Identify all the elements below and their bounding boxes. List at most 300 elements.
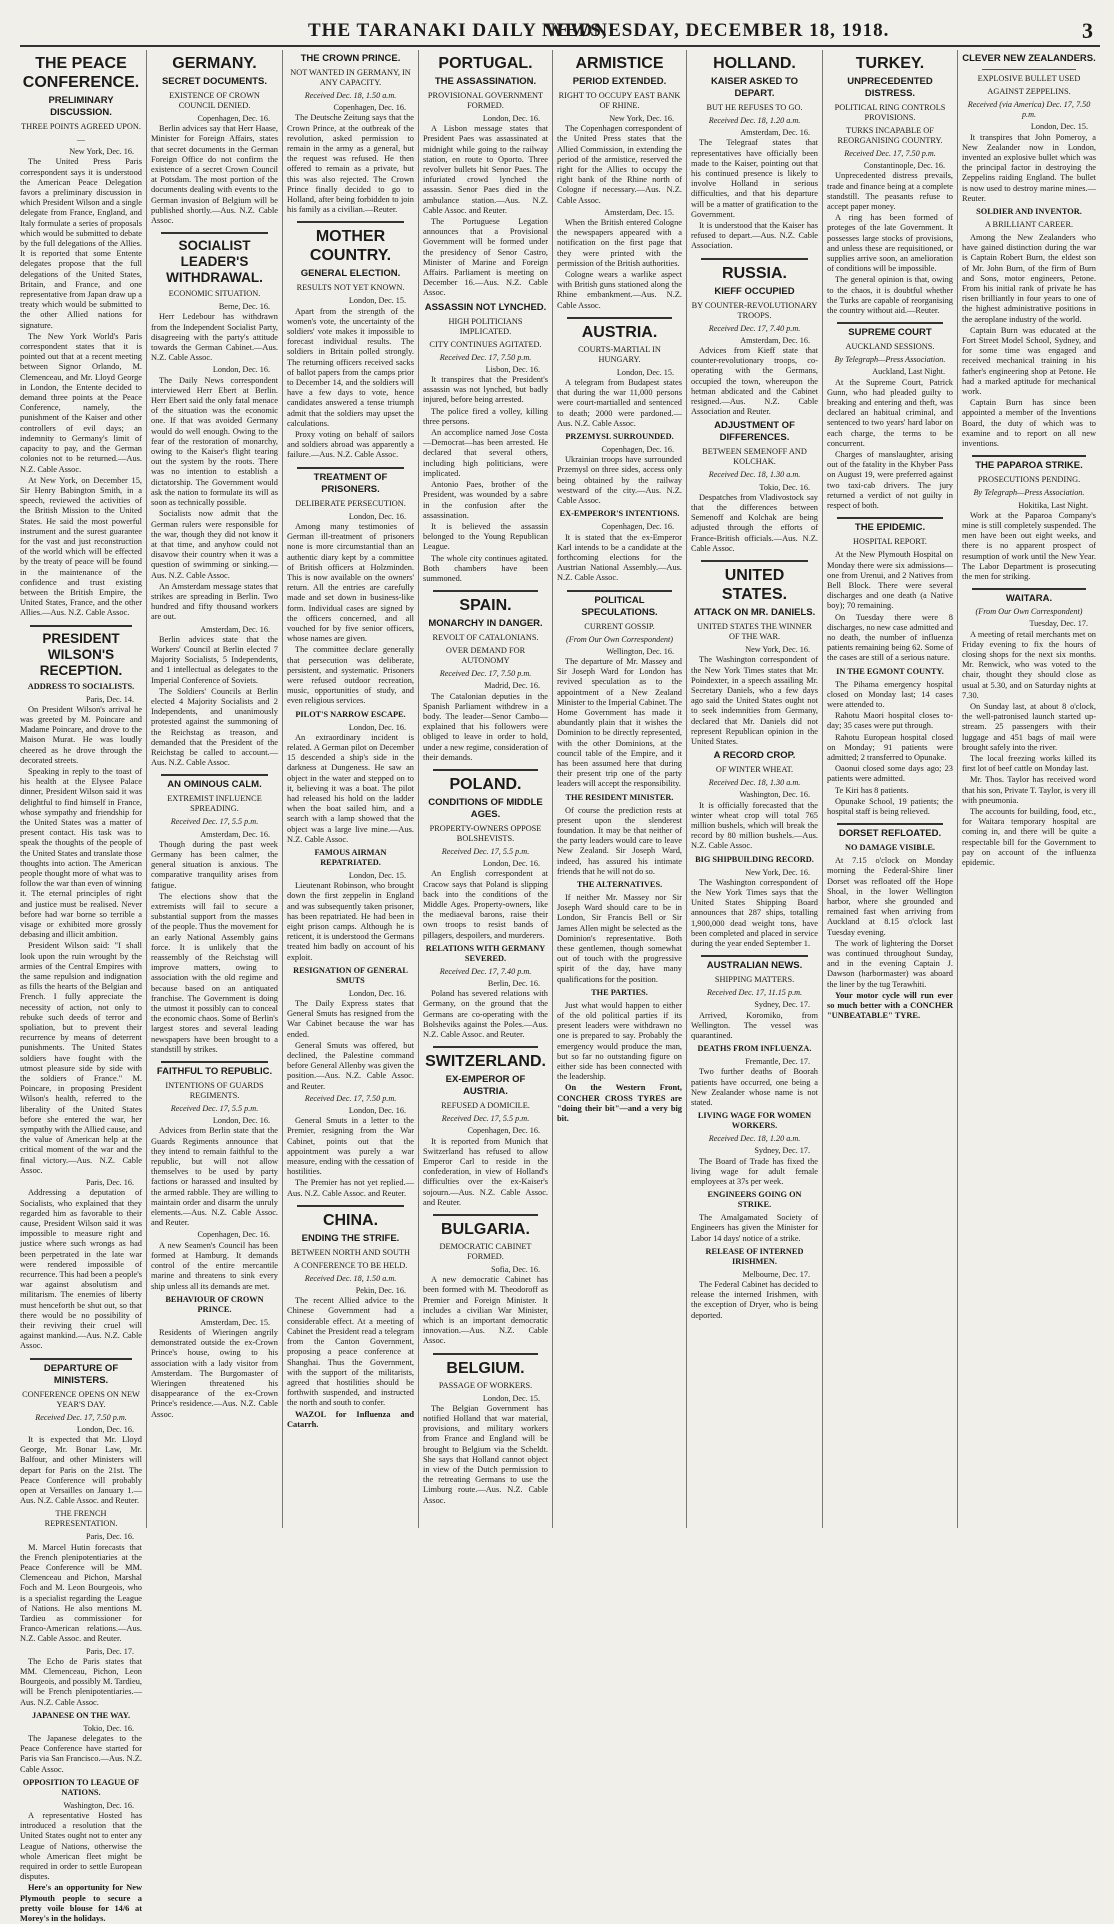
subheading: A BRILLIANT CAREER. [984,220,1074,230]
paragraph: The Amalgamated Society of Engineers has given the Minister for Labor 14 days' notice of a strike. [691,1213,818,1243]
column-holland [691,50,818,1528]
subheading: BETWEEN NORTH AND SOUTH [290,1247,411,1257]
dateline: Berne, Dec. 16. [218,302,270,312]
received-line: Received Dec. 18, 1.30 a.m. [708,470,801,480]
subheading: MONARCHY IN DANGER. [428,618,543,630]
byline: By Telegraph—Press Association. [973,488,1085,498]
paragraph: Captain Burn has since been appointed a member of the Inventions Board, the duty of which was to examine and to report on all new inventions. [962,398,1096,449]
section-divider [701,560,808,562]
paragraph: The Catalonian deputies in the Spanish Parliament withdrew in a body. The leader—Senor Cambo—explained that his followers were obliged to leave in order to hold, under a new regime, consideration of their demands. [423,691,548,762]
dateline: London, Dec. 16. [482,114,540,123]
subheading: EXTREMIST INFLUENCE SPREADING. [167,794,262,814]
section-divider [433,769,538,771]
subheading: KIEFF OCCUPIED [714,285,795,297]
section-divider [161,774,268,776]
paragraph: Berlin advices say that Herr Haase, Minister for Foreign Affairs, states that secret documents in the German Foreign Office do not confirm the existence of a secret Crown Council at Potsdam. The most portion of the documents dealing with events to the German invasion of Belgium will be published shortly.—Aus. N.Z. Cable Assoc. [151,124,278,226]
subheading: PROVISIONAL GOVERNMENT FORMED. [427,91,544,110]
section-divider [161,232,268,234]
paragraph: A Lisbon message states that President Paes was assassinated at midnight while going to the railway station, en route to Oporto. Three revolver bullets hit Senor Paes. The infuriated crowd lynched the assassin. Senor Paes died in the ambulance station.—Aus. N.Z. Cable Assoc. and Reuter. [423,124,548,215]
subheading: CURRENT GOSSIP. [584,621,655,631]
dateline: London, Dec. 16. [348,1106,406,1116]
paragraph: The committee declare generally that persecution was deliberate, persistent, and systematic. Prisoners were refused outdoor recreation, music, opportunities of study, and even religious services. [287,645,414,706]
paragraph: An Amsterdam message states that strikes are spreading in Berlin. Two hundred and fifty thousand workers are out. [151,581,278,622]
paragraph: A representative Hosted has introduced a resolution that the United States ought not to enter any League of Nations, otherwise the whole American fleet might be required in order to settle European disputes. [20,1811,142,1882]
paragraph: The Washington correspondent of the New York Times states that Mr. Poindexter, in a speech assailing Mr. Secretary Daniels, who a few days ago said the United States ought not to seek indemnities from Germany, declared that Mr. Daniels did not represent Republican opinion in the United States. [691,655,818,746]
newspaper-title: THE TARANAKI DAILY NEWS, [308,20,608,41]
paragraph: The Japanese delegates to the Peace Conference have started for Paris via San Francisco.—Aus. N.Z. Cable Assoc. [20,1734,142,1774]
paragraph: Unprecedented distress prevails, trade and finance being at a complete standstill. The peasants refuse to accept paper money. [827,171,953,212]
paragraph: At the New Plymouth Hospital on Monday there were six admissions—one from Urenui, and 2 Natives from Bell Block. There were several discharges and one death (a Native boy); 70 remaining. [827,550,953,611]
dateline: Copenhagen, Dec. 16. [467,1126,540,1136]
subheading: HOSPITAL REPORT. [853,537,927,547]
subheading: NO DAMAGE VISIBLE. [845,843,935,853]
dateline: London, Dec. 16. [348,511,406,521]
subheading: EX-EMPEROR OF AUSTRIA. [445,1074,526,1098]
paragraph: The departure of Mr. Massey and Sir Joseph Ward for London has revived speculation as to the appointment of a New Zealand Minister to the Imperial Cabinet. The Home Government has made it abundantly plain that it wishes the Dominion to be directly represented, with the other Dominions, at the council table of the Empire, and it has been assumed here that during their present trip one of the party leaders will accept the responsibility. [557,656,682,789]
section-divider [837,322,943,324]
subheading: DEMOCRATIC CABINET FORMED. [439,1242,532,1262]
byline: (From Our Own Correspondent) [566,634,673,644]
dateline: Auckland, Last Night. [872,367,945,377]
paragraph: Socialists now admit that the German rulers were responsible for the war, though they did not know it at that time, and anyhow could not disavow their country when it was a question of swimming or sinking.—Aus. N.Z. Cable Assoc. [151,509,278,580]
column-germany [151,50,278,1528]
paragraph: The Belgian Government has notified Holland that war material, provisions, and military workers from France and England will be brought to Belgium via the Scheldt. She says that Holland cannot object in view of the Dutch permission to the retreating Germans to use the Limburg route.—Aus. N.Z. Cable Assoc. [423,1403,548,1505]
paragraph: Opunake School, 19 patients; the hospital staff is being relieved. [827,796,953,816]
paragraph: The Echo de Paris states that MM. Clemenceau, Pichon, Leon Bourgeois, and possibly M. Tardieu, will be French plenipotentiaries.—Aus. N.Z. Cable Assoc. [20,1656,142,1707]
article-headline: DEPARTURE OF MINISTERS. [43,1362,119,1386]
subheading: GENERAL ELECTION. [300,268,401,280]
subheading: RESULTS NOT YET KNOWN. [296,283,405,293]
dateline: New York, Dec. 16. [609,114,674,123]
byline: By Telegraph—Press Association. [834,355,946,365]
paragraph: The police fired a volley, killing three persons. [423,406,548,426]
subheading: TURKS INCAPABLE OF REORGANISING COUNTRY. [837,126,943,145]
subheading: SOLDIER AND INVENTOR. [976,207,1082,217]
article-headline: THE PEACE CONFERENCE. [22,55,140,91]
received-line: Received Dec. 17, 5.5 p.m. [441,1114,530,1124]
article-headline: CHINA. [322,1211,379,1229]
paragraph: Charges of manslaughter, arising out of the fatality in the Khyber Pass on August 19, were preferred against two taxi-cab drivers. The jury returned a verdict of not guilty in respect of both. [827,450,953,511]
section-divider [161,1061,268,1063]
subheading: CONFERENCE OPENS ON NEW YEAR'S DAY. [22,1389,140,1409]
dateline: Amsterdam, Dec. 16. [200,829,270,839]
column-peace-conference [20,50,142,1924]
column-rule [146,50,147,1528]
received-line: Received Dec. 18, 1.50 a.m. [304,1273,397,1283]
received-line: Received Dec. 18, 1.30 a.m. [708,778,801,788]
subheading: PROPERTY-OWNERS OPPOSE BOLSHEVISTS. [429,823,542,843]
subheading: PRZEMYSL SURROUNDED. [565,432,674,442]
paragraph: Though during the past week Germany has been calmer, the general situation is anxious. The comparative tranquility arises from fatigue. [151,839,278,890]
paragraph: Mr. Thos. Taylor has received word that his son, Private T. Taylor, is very ill with pneumonia. [962,775,1096,805]
received-line: Received (via America) Dec. 17, 7.50 p.m. [967,100,1091,120]
paragraph: The Copenhagen correspondent of the United Press states that the Allied Commission, in extending the period of the armistice, reserved the right for the Allies to occupy the right bank of the Rhine north of Cologne if necessary.—Aus. N.Z. Cable Assoc. [557,124,682,205]
section-divider [837,823,943,825]
paragraph: A new Seamen's Council has been formed at Hamburg. It demands control of the entire mercantile marine and threatens to sink every ship unless all its demands are met. [151,1240,278,1291]
paragraph: The United Press Paris correspondent says it is understood the American Peace Delegation favors a preliminary discussion in which President Wilson and a single delegate from France, England, and Italy formulate a series of proposals which would be submitted to debate by the full delegations of the Allies. It is reported that some Entente delegates propose that the full delegations of the United States, Britain, and France, and one representative from Japan draw up a treaty which would be submitted to the other Allied nations for signature. [20,157,142,330]
column-rule [822,50,823,1528]
dateline: Madrid, Dec. 16. [484,681,540,691]
article-headline: POLITICAL SPECULATIONS. [581,594,658,618]
paragraph: The whole city continues agitated. Both chambers have been summoned. [423,553,548,583]
paragraph: It is stated that the ex-Emperor Karl intends to be a candidate at the forthcoming elections for the Austrian National Assembly.—Aus. N.Z. Cable Assoc. [557,532,682,583]
paragraph: At 7.15 o'clock on Monday morning the Federal-Shire liner Dorset was refloated off the Hope Shoal, in the lower Wellington harbor, where she grounded and remained fast when arriving from Auckland at 8.15 o'clock last Tuesday evening. [827,856,953,937]
paragraph: The Premier has not yet replied.—Aus. N.Z. Cable Assoc. and Reuter. [287,1178,414,1198]
subheading: EX-EMPEROR'S INTENTIONS. [559,509,680,519]
paragraph: The Pihama emergency hospital closed on Monday last; 14 cases were attended to. [827,679,953,709]
subheading: EXPLOSIVE BULLET USED [977,74,1081,83]
received-line: Received Dec. 17, 7.50 p.m. [304,1093,397,1103]
paragraph: Among many testimonies of German ill-treatment of prisoners none is more circumstantial than an authentic diary kept by a committee of British officers at Holzminden. This is now available on the owners' return. All the entries are carefully made and set down in business-like form. Individual cases are signed by the officers concerned, and all vouched for by five senior officers, whose names are given. [287,521,414,644]
paragraph: It is understood that the Kaiser has refused to depart.—Aus. N.Z. Cable Association. [691,221,818,251]
paragraph: A ring has been formed of proteges of the late Government. It possesses large stocks of provisions, and unless these are requisitioned, or supplies arrive soon, an amelioration of conditions will be impossible. [827,213,953,274]
dateline: London, Dec. 15. [616,367,674,377]
article-headline: THE EPIDEMIC. [854,522,926,534]
subheading: A CONFERENCE TO BE HELD. [293,1260,408,1270]
article-headline: AUSTRIA. [581,323,658,341]
subheading: THE RESIDENT MINISTER. [565,792,674,802]
dateline: Pekin, Dec. 16. [355,1286,406,1296]
paragraph: Just what would happen to either of the old political parties if its present leaders were withdrawn no one is prepared to say. Probably the emergency would produce the man, but so far no outstanding figure on either side has been connected with the leadership. [557,1000,682,1082]
dateline: London, Dec. 15. [348,870,406,880]
paragraph: It is expected that Mr. Lloyd George, Mr. Bonar Law, Mr. Balfour, and other Ministers will depart for Paris on the 21st. The Peace Conference will probably open at Versailles on January 1.—Aus. N.Z. Cable Assoc. and Reuter. [20,1434,142,1506]
paragraph: It transpires that the President's assassin was not lynched, but badly injured, before being arrested. [423,375,548,405]
column-rule [686,50,687,1528]
dateline: Amsterdam, Dec. 16. [740,335,810,345]
subheading: REVOLT OF CATALONIANS. [432,633,539,643]
subheading: ENDING THE STRIFE. [301,1232,400,1244]
article-headline: BELGIUM. [446,1359,525,1377]
article-headline: FAITHFUL TO REPUBLIC. [156,1066,273,1078]
paragraph: A telegram from Budapest states that during the war 11,000 persons were court-martialled and sentenced to death; 2000 were pardoned.—Aus. N.Z. Cable Assoc. [557,378,682,428]
subheading: ENGINEERS GOING ON STRIKE. [707,1190,802,1210]
subheading: UNPRECEDENTED DISTRESS. [847,76,933,99]
paragraph: Of course the prediction rests at present upon the slenderest foundation. It may be that neither of the party leaders would care to leave New Zealand. Sir Joseph Ward, indeed, has assured his intimate friends that he will not do so. [557,805,682,876]
dateline: New York, Dec. 16. [745,867,810,877]
subheading: AGAINST ZEPPELINS. [987,87,1071,96]
received-line: Received Dec. 17, 5.5 p.m. [170,1104,259,1114]
byline: (From Our Own Correspondent) [975,607,1083,617]
received-line: Received Dec. 17, 7.50 p.m. [439,669,532,679]
paragraph: Among the New Zealanders who have gained distinction during the war is Captain Robert Burn, the eldest son of Mr. John Burn, of the firm of Burn and Sons, motor engineers, Petone. From his initial rank of private he has risen brilliantly in four years to one of the highest administrative positions in the aeroplane industry of the world. [962,233,1096,324]
section-divider [837,517,943,519]
subheading: THREE POINTS AGREED UPON. [21,122,141,131]
article-headline: RUSSIA. [722,264,787,282]
paragraph: Work at the Paparoa Company's mine is still completely suspended. The men have been out eight weeks, and there is no apparent prospect of resumption of work until the New Year. The Labor Department is prosecuting the men for striking. [962,510,1096,581]
subheading: LIVING WAGE FOR WOMEN WORKERS. [697,1111,812,1131]
section-divider [433,590,538,592]
article-headline: BULGARIA. [441,1221,530,1239]
article-headline: A RECORD CROP. [713,750,796,762]
dateline: Washington, Dec. 16. [63,1800,134,1810]
section-divider [433,1353,538,1355]
paragraph: When the British entered Cologne the newspapers appeared with a notification on the first page that they were printed with the permission of the British authorities. [557,218,682,268]
dateline: London, Dec. 16. [348,988,406,998]
paragraph: The New York World's Paris correspondent states that it is pointed out that at a recent meeting between Signor Orlando, M. Clemenceau, and Mr. Lloyd George in London, the Entente decided to demand three points at the Peace Conference, namely, the punishment of the Kaiser and other controllers of evil days; an indemnity to Germany's limit of capacity to pay, and the German colonies not to be returned.—Aus. N.Z. Cable Assoc. [20,331,142,474]
section-divider [701,258,808,260]
paragraph: Herr Ledebour has withdrawn from the Independent Socialist Party, disagreeing with the party's attitude towards the German Cabinet.—Aus. N.Z. Cable Assoc. [151,312,278,363]
issue-date: WEDNESDAY, DECEMBER 18, 1918. [545,20,890,41]
paragraph: It is officially forecasted that the winter wheat crop will total 765 million bushels, which will break the record by 80 million bushels.—Aus. N.Z. Cable Assoc. [691,800,818,851]
dateline: Tuesday, Dec. 17. [1029,619,1088,629]
paragraph: The Washington correspondent of the New York Times says that the United States Shipping Board announces that 287 ships, totalling 1,900,000 dead weight tons, have been completed and placed in service during the year ended September 1. [691,877,818,948]
paragraph: M. Marcel Hutin forecasts that the French plenipotentiaries at the Peace Conference will be MM. Clemenceau and Pichon, Marshal Foch and M. Leon Bourgeois, who is a specialist regarding the League of Nations. He also mentions M. Tardieu as commissioner for Franco-American relations.—Aus. N.Z. Cable Assoc. and Reuter. [20,1542,142,1644]
paragraph: General Smuts was offered, but declined, the Palestine command before General Allenby was given the position.—Aus. N.Z. Cable Assoc. and Reuter. [287,1040,414,1091]
dateline: Lisbon, Dec. 16. [485,364,540,374]
dateline: Copenhagen, Dec. 16. [601,445,674,455]
section-divider [567,590,672,592]
received-line: Received Dec. 17, 11.15 p.m. [706,988,803,998]
received-line: Received Dec. 17, 7.40 p.m. [439,966,532,976]
subheading: SECRET DOCUMENTS. [161,76,268,87]
paragraph: The Board of Trade has fixed the living wage for adult female employees at 37s per week. [691,1156,818,1187]
article-headline: TURKEY. [855,55,925,72]
column-crown-prince [287,50,414,1528]
subheading: DELIBERATE PERSECUTION. [295,498,406,508]
paragraph: At New York, on December 15, Sir Henry Babington Smith, in a speech, reviewed the activities of the British Mission to the United States. He said the most powerful instrument and the surest guarantee for the vast and just reconstruction of the world which will be effected by the treaty of peace will be found in the maintenance of the confidence and trust existing between the British Empire, the United States, France, and the other Allies.—Aus. N.Z. Cable Assoc. [20,475,142,618]
divider [982,69,1076,70]
article-headline: SWITZERLAND. [425,1053,546,1071]
page-number: 3 [1082,18,1094,43]
article-headline: ADJUSTMENT OF DIFFERENCES. [714,420,795,444]
dateline: London, Dec. 15. [348,296,406,306]
subheading: RIGHT TO OCCUPY EAST BANK OF RHINE. [558,91,681,110]
paragraph: On Tuesday there were 8 discharges, no new case admitted and no death, the number of influenza patients remaining being 62. Some of the cases are still of a serious nature. [827,612,953,663]
paragraph: Advices from Berlin state that the Guards Regiments announce that they intend to remain faithful to the republic, but will not allow themselves to be used by party factions or harassed and insulted by the armed rabble. They are willing to maintain order and disarm the unruly elements.—Aus. N.Z. Cable Assoc. and Reuter. [151,1126,278,1228]
masthead [0,0,1114,44]
paragraph: The general opinion is that, owing to the chaos, it is doubtful whether the Turks are capable of reorganising the country without aid.—Reuter. [827,275,953,316]
paragraph: Rahotu European hospital closed on Monday; 91 patients were admitted; 2 transferred to Opunake. [827,732,953,762]
dateline: London, Dec. 15. [482,1393,540,1403]
dateline: Fremantle, Dec. 17. [745,1057,810,1067]
received-line: Received Dec. 17, 7.50 p.m. [35,1412,127,1422]
subheading: THE ALTERNATIVES. [576,879,663,889]
article-headline: PRESIDENT WILSON'S RECEPTION. [39,630,123,678]
received-line: Received Dec. 18, 1.20 a.m. [708,116,801,125]
dateline: Copenhagen, Dec. 16. [197,1230,270,1240]
subheading: DEATHS FROM INFLUENZA. [697,1044,812,1054]
subheading: EXISTENCE OF CROWN COUNCIL DENIED. [169,91,260,110]
subheading: POLITICAL RING CONTROLS PROVISIONS. [834,103,946,122]
article-headline: WAITARA. [1005,593,1053,605]
paragraph: The Telegraaf states that representatives have officially been made to the Kaiser, pointing out that his continued presence is likely to involve Holland in serious difficulties, and that his departure will be a matter of gratification to the Government. [691,138,818,219]
dateline: Copenhagen, Dec. 16. [601,522,674,532]
paragraph: Lieutenant Robinson, who brought down the first zeppelin in England and was subsequently taken prisoner, has been repatriated. He had been in eight prison camps. Although he is reticent, it is understood the Germans treated him badly on account of his exploit. [287,881,414,962]
dateline: Amsterdam, Dec. 15. [604,207,674,217]
dateline: Sydney, Dec. 17. [754,1000,810,1010]
section-divider [567,317,672,319]
dateline: Hokitika, Last Night. [1018,500,1088,510]
article-headline: SUPREME COURT [848,327,932,339]
advertisement: On the Western Front, CONCHER CROSS TYRES are "doing their bit"—and a very big bit. [557,1083,682,1124]
paragraph: The Daily Express states that General Smuts has resigned from the War Cabinet because the war has ended. [287,999,414,1039]
dateline: London, Dec. 16. [348,722,406,732]
paragraph: On Sunday last, at about 8 o'clock, the well-patronised launch started up-stream. 25 passengers with their luggage and 451 bags of mail were brought safely into the river. [962,701,1096,752]
paragraph: Proxy voting on behalf of sailors and soldiers abroad was apparently a failure.—Aus. N.Z. Cable Assoc. [287,430,414,460]
paragraph: The local freezing works killed its first lot of beef cattle on Monday last. [962,753,1096,774]
dateline: Paris, Dec. 14. [86,694,134,704]
subheading: OPPOSITION TO LEAGUE OF NATIONS. [22,1777,140,1797]
column-rule [552,50,553,1528]
paragraph: The Soldiers' Councils at Berlin elected 4 Majority Socialists and 2 Independents, and unanimously protested against the summoning of the Reichstag as treason, and demanded that the President of the Reichstag be called to account.—Aus. N.Z. Cable Assoc. [151,686,278,768]
dateline: London, Dec. 16. [212,365,270,375]
column-portugal [423,50,548,1528]
paragraph: Addressing a deputation of Socialists, who explained that they regarded him as favorable to their cause, President Wilson said it was impossible to measure right and justice where such wrongs as had been perpetrated in the late war were rendered impossible of recurrence. This had been a people's war against absolutism and militarism. The enemies of liberty must henceforth be shut out, so that there would be no possibility of their reviving their cruel will against mankind.—Aus. N.Z. Cable Assoc. [20,1188,142,1351]
dateline: Washington, Dec. 16. [739,790,810,800]
section-divider [433,1214,538,1216]
dateline: Amsterdam, Dec. 16. [200,624,270,634]
dateline: New York, Dec. 16. [69,147,134,157]
column-armistice [557,50,682,1528]
subheading: THE ASSASSINATION. [434,76,537,87]
received-line: Received Dec. 18, 1.50 a.m. [304,91,397,100]
advertisement: Your motor cycle will run ever so much better with a CONCHER "UNBEATABLE" TYRE. [827,990,953,1021]
paragraph: Antonio Paes, brother of the President, was wounded by a sabre in the confusion after the assassination. [423,480,548,520]
paragraph: A meeting of retail merchants met on Friday evening to fix the hours of closing shops for the next six months. Mr. Renwick, who was voted to the chair, thought they should close as usual at 5.30, and on Saturday nights at 7.30. [962,629,1096,700]
article-headline: THE PAPAROA STRIKE. [975,460,1083,472]
paragraph: President Wilson said: "I shall look upon the ruin wrought by the armies of the Central Empires with the same repulsion and indignation as fills the hearts of the Belgian and French. I fully appreciate the necessity of action, not only to rebuke such deeds of terror and spoliation, but to prevent their recurrence by means of deterrent punishments. The United States soldiers have fought with the utmost pleasure side by side with the soldiers of France." M. Poincare, in proposing President Wilson's health, referred to the liberality of the United States before she entered the war, her sympathy with the Allied cause, and the value of American help at the critical moment of the war and the final victory.—Aus. N.Z. Cable Assoc. [20,941,142,1175]
dateline: Paris, Dec. 16. [86,1178,134,1188]
article-headline: GERMANY. [172,55,257,72]
paragraph: Advices from Kieff state that counter-revolutionary troops, co-operating with the Germans, occupied the town, whereupon the hetman abdicated and the Cabinet resigned.—Aus. N.Z. Cable Association and Reuter. [691,346,818,417]
paragraph: Speaking in reply to the toast of his health at the Elysee Palace dinner, President Wilson said it was delightful to find himself in France, whose sympathy and friendship for the United States was a matter of present contact. His task was to speak the thoughts of the people of the United States and translate those thoughts into action. The American people thought more of what was to follow the war than even of winning it. The eternal principles of right and justice must be realised. Never before had war borne so terrible a visage or exhibited more grossly debasing and illicit ambition. [20,766,142,940]
paragraph: Rahotu Maori hospital closes to-day; 35 cases were put through. [827,711,953,731]
section-divider [30,1358,132,1360]
subheading: COURTS-MARTIAL IN HUNGARY. [578,344,661,364]
article-headline: AN OMINOUS CALM. [167,779,262,791]
paragraph: It is believed the assassin belonged to the Young Republican League. [423,521,548,552]
paragraph: Te Kiri has 8 patients. [835,785,909,795]
subheading: BUT HE REFUSES TO GO. [706,103,803,112]
dateline: New York, Dec. 16. [745,645,810,655]
masthead-rule [20,45,1100,47]
subheading: KAISER ASKED TO DEPART. [710,76,799,99]
subheading: ECONOMIC SITUATION. [168,289,261,299]
dateline: London, Dec. 16. [76,1424,134,1434]
dateline: Sofia, Dec. 16. [491,1265,540,1275]
subheading: REFUSED A DOMICILE. [441,1101,530,1111]
dateline: Constantinople, Dec. 16. [863,161,945,171]
paragraph: Residents of Wieringen angrily demonstrated outside the ex-Crown Prince's house, owing to his association with a lady visitor from Amsterdam. The Burgomaster of Wieringen threatened his disappearance of the ex-Crown Prince's residence.—Aus. N.Z. Cable Assoc. [151,1327,278,1419]
article-headline: THE CROWN PRINCE. [300,53,401,64]
dateline: Paris, Dec. 17. [86,1646,134,1656]
subheading: ATTACK ON MR. DANIELS. [693,607,816,619]
subheading: HIGH POLITICIANS IMPLICATED. [448,316,523,336]
subheading: PROSECUTIONS PENDING. [977,475,1081,485]
subheading: RELEASE OF INTERNED IRISHMEN. [705,1246,804,1266]
paragraph: If neither Mr. Massey nor Sir Joseph Ward should care to be in London, Sir Francis Bell or Sir James Allen might be selected as the Dominion's representative. Both these gentlemen, though somewhat out of touch with the progressive spirit of the day, have many qualifications for the position. [557,892,682,984]
article-headline: MOTHER COUNTRY. [309,228,392,265]
dateline: London, Dec. 15. [1030,122,1088,132]
subheading: OF WINTER WHEAT. [715,765,794,775]
received-line: Received Dec. 17, 7.50 p.m. [439,352,532,362]
paragraph: The elections show that the extremists will fail to secure a substantial support from the masses of the people. Thus the movement for an early National Assembly gains force. It is unlikely that the reassembly of the Reichstag will improve matters, owing to association with the old regime and because based on an antiquated franchise. The Government is doing the utmost it possibly can to conceal the economic chaos. Some of Berlin's largest stores and several leading newspapers have been brought to a standstill by strikes. [151,891,278,1054]
dateline: London, Dec. 16. [212,1116,270,1126]
section-divider [701,955,808,957]
article-headline: AUSTRALIAN NEWS. [706,960,803,972]
subheading: PILOT'S NARROW ESCAPE. [295,709,406,719]
column-clever-new-zealanders [962,50,1096,1528]
subheading: BIG SHIPBUILDING RECORD. [695,854,814,864]
advertisement: WAZOL for Influenza and Catarrh. [287,1409,414,1429]
paragraph: An extraordinary incident is related. A German pilot on December 15 descended a ship's side in the darkness at Dungeness. He saw an object in the water and stepped on to it, believing it was a boat. The pilot had released his hold on the ladder when the boat sailed him, and a search with a lamp showed that the object was a large live mine.—Aus. N.Z. Cable Assoc. [287,732,414,844]
subheading: CITY CONTINUES AGITATED. [429,339,542,349]
subheading: BETWEEN SEMENOFF AND KOLCHAK. [702,447,807,467]
section-divider [972,455,1086,457]
article-headline: SPAIN. [459,597,512,615]
divider: — [77,135,85,144]
column-rule [282,50,283,1528]
paragraph: The Federal Cabinet has decided to release the interned Irishmen, with the exception of Dryer, who is being deported. [691,1280,818,1320]
paragraph: Ukrainian troops have surrounded Przemysl on three sides, access only being obtained by the railway westward of the city.—Aus. N.Z. Cable Assoc. [557,455,682,506]
subheading: RESIGNATION OF GENERAL SMUTS [293,965,408,985]
received-line: Received Dec. 18, 1.20 a.m. [708,1134,801,1144]
paragraph: The Portuguese Legation announces that a Provisional Government will be formed under the presidency of Senor Castro, Minister of Marine and Foreign Affairs. Parliament is meeting on December 16.—Aus. N.Z. Cable Assoc. [423,217,548,298]
paragraph: Berlin advices state that the Workers' Council at Berlin elected 7 Majority Socialists, 5 Independents, and 1 intellectual as delegates to the Imperial Conference of Soviets. [151,634,278,685]
received-line: Received Dec. 17, 5.5 p.m. [170,817,259,827]
article-headline: DORSET REFLOATED. [838,828,942,840]
dateline: London, Dec. 16. [482,859,540,869]
subheading: THE FRENCH REPRESENTATION. [44,1509,118,1529]
subheading: ADDRESS TO SOCIALISTS. [27,681,135,691]
section-divider [297,467,404,469]
paragraph: It is reported from Munich that Switzerland has refused to allow Emperor Carl to reside in the confederation, in view of Holland's difficulties over the ex-Kaiser's sojourn.—Aus. N.Z. Cable Assoc. and Reuter. [423,1136,548,1207]
article-headline: PORTUGAL. [438,55,533,72]
dateline: Melbourne, Dec. 17. [742,1269,810,1279]
paragraph: The recent Allied advice to the Chinese Government had a considerable effect. At a meeting of Cabinet the President read a telegram from the Canton Government, proposing a peace conference at Shanghai. Thus the Government, with the support of the militarists, agreed that hostilities should be forthwith suspended, and instructed the north and south to confer. [287,1296,414,1408]
paragraph: Oaonui closed some days ago; 23 patients were admitted. [827,764,953,784]
section-divider [30,625,132,627]
subheading: IN THE EGMONT COUNTY. [836,666,944,676]
article-headline: HOLLAND. [713,55,796,72]
paragraph: An English correspondent at Cracow says that Poland is slipping back into the conditions of the Middle Ages. Property-owners, like the mediaeval barons, raise their own troops to resist bands of pillagers, despoilers, and murderers. [423,869,548,940]
paragraph: Poland has severed relations with Germany, on the ground that the Germans are co-operating with the Bolsheviks against the Poles.—Aus. N.Z. Cable Assoc. and Reuter. [423,989,548,1039]
received-line: Received Dec. 17, 5.5 p.m. [441,846,530,856]
paragraph: The accounts for building, food, etc., for Waitara temporary hospital are coming in, and there will be quite a respectable bill for the Government to pay on account of the influenza epidemic. [962,806,1096,867]
article-headline: UNITED STATES. [721,567,788,604]
paragraph: The work of lightering the Dorset was continued throughout Sunday, and in the evening Captain J. Dawson (harbormaster) was aboard the liner by the tug Terawhiti. [827,938,953,989]
received-line: Received Dec. 17, 7.50 p.m. [844,149,936,158]
section-divider [972,588,1086,590]
column-rule [957,50,958,1528]
paragraph: Captain Burn was educated at the Fort Street Model School, Sydney, and for some time was engaged and received mechanical training in his father's engineering shop at Petone. He had a marked aptitude for mechanical work. [962,325,1096,397]
subheading: PASSAGE OF WORKERS. [438,1380,533,1390]
article-headline: SOCIALIST LEADER'S WITHDRAWAL. [166,238,263,286]
paragraph: A new democratic Cabinet has been formed with M. Theodoroff as Premier and Foreign Minister. It includes a civilian War Minister, which is an important democratic innovation.—Aus. N.Z. Cable Assoc. [423,1275,548,1346]
column-turkey [827,50,953,1528]
section-divider [297,1205,404,1207]
paragraph: It transpires that John Pomeroy, a New Zealander now in London, invented an explosive bullet which was the principal factor in destroying the Zeppelins raiding England. The bullet is now used to destroy marine mines.—Reuter. [962,132,1096,203]
paragraph: Arrived, Koromiko, from Wellington. The vessel was quarantined. [691,1010,818,1040]
received-line: Received Dec. 17, 7.40 p.m. [708,323,801,333]
dateline: Paris, Dec. 16. [86,1532,134,1542]
paragraph: On President Wilson's arrival he was greeted by M. Poincare and Madame Poincare, and drove to the Maison Murat. He was loudly cheered as he drove through the decorated streets. [20,704,142,765]
subheading: SHIPPING MATTERS. [714,975,795,985]
subheading: THE PARTIES. [591,987,648,997]
subheading: PERIOD EXTENDED. [572,76,667,87]
subheading: RELATIONS WITH GERMANY SEVERED. [425,943,546,963]
article-headline: CLEVER NEW ZEALANDERS. [962,53,1096,64]
subheading: BEHAVIOUR OF CROWN PRINCE. [165,1294,264,1314]
subheading: NOT WANTED IN GERMANY, IN ANY CAPACITY. [290,68,411,87]
dateline: Berlin, Dec. 16. [487,978,540,988]
dateline: Tokio, Dec. 16. [83,1723,134,1733]
column-rule [418,50,419,1528]
paragraph: General Smuts in a letter to the Premier, resigning from the War Cabinet, points out that the appointment was purely a war measure, ending with the cessation of hostilities. [287,1116,414,1177]
dateline: Amsterdam, Dec. 16. [740,128,810,138]
paragraph: Two further deaths of Boorah patients have occurred, one being a New Zealander whose name is not stated. [691,1067,818,1107]
paragraph: Apart from the strength of the women's vote, the uncertainty of the soldiers' vote makes it impossible to forecast individual results. The soldiers in Britain polled strongly. The returning officers received sacks of ballot papers from the camps prior to December 14, and the soldiers will have a few days to vote, hence candidates answered a tense triumph admit that the soldiers may upset the calculations. [287,306,414,428]
